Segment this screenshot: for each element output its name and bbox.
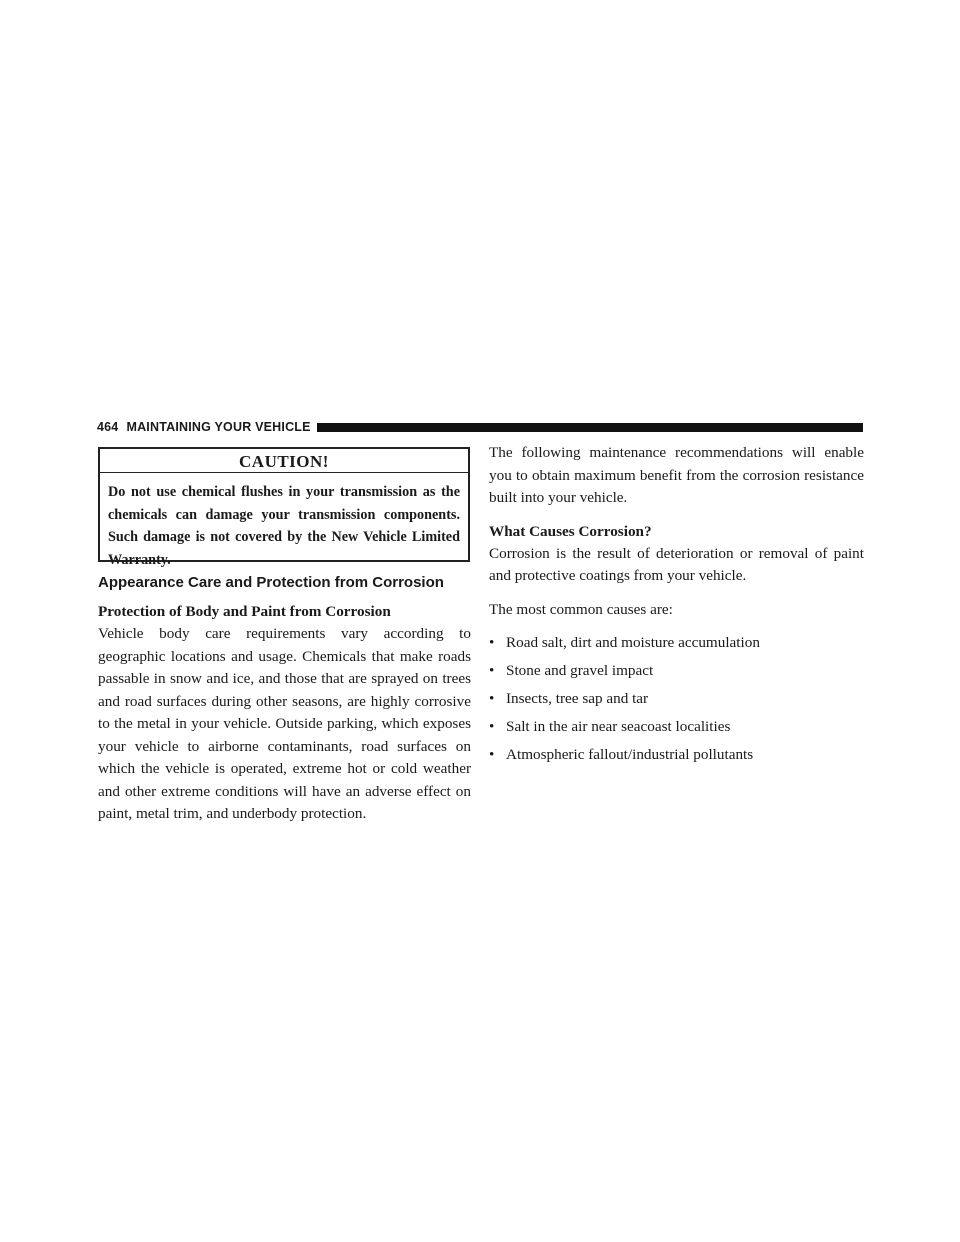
list-item: • Insects, tree sap and tar (489, 688, 864, 710)
bullet-icon: • (489, 634, 495, 651)
left-column (98, 574, 471, 826)
right-column (489, 442, 864, 772)
body-paint-protection-heading: Protection of Body and Paint from Corrosion (98, 603, 391, 620)
body-care-paragraph: Vehicle body care requirements vary according to geographic locations and usage. Chemicals that make roads passable in snow and ice, and those that are sprayed on trees and road surfaces during other seasons, are highly corrosive to the metal in your vehicle. Outside parking, which exposes your vehicle to airborne contaminants, road surfaces on which the vehicle is operated, extreme hot or cold weather and other extreme conditions will have an adverse effect on paint, metal trim, and underbody protection. (98, 625, 471, 822)
maintenance-intro: The following maintenance recommendations will enable you to obtain maximum benefit from the corrosion resistance built into your vehicle. (489, 444, 864, 506)
section-title: MAINTAINING YOUR VEHICLE (126, 420, 311, 434)
caution-title: CAUTION! (100, 449, 468, 473)
bullet-icon: • (489, 690, 495, 707)
caution-box (98, 447, 470, 568)
header-rule (317, 423, 863, 432)
bullet-icon: • (489, 746, 495, 763)
page-header (97, 419, 863, 435)
bullet-icon: • (489, 718, 495, 735)
bullet-icon: • (489, 662, 495, 679)
corrosion-definition: Corrosion is the result of deterioration or removal of paint and protective coatings from your vehicle. (489, 544, 864, 584)
causes-intro: The most common causes are: (489, 600, 673, 618)
appearance-care-heading: Appearance Care and Protection from Corrosion (98, 574, 444, 591)
causes-list (489, 632, 864, 766)
list-item: • Salt in the air near seacoast localities (489, 716, 864, 738)
list-item: • Stone and gravel impact (489, 660, 864, 682)
page-number: 464 (97, 420, 119, 434)
caution-text: Do not use chemical flushes in your transmission as the chemicals can damage your transmission components. Such damage is not covered by the New Vehicle Limited Warranty. (108, 484, 460, 568)
corrosion-causes-heading: What Causes Corrosion? (489, 522, 652, 540)
list-item: • Road salt, dirt and moisture accumulation (489, 632, 864, 654)
list-item: • Atmospheric fallout/industrial pollutants (489, 744, 864, 766)
